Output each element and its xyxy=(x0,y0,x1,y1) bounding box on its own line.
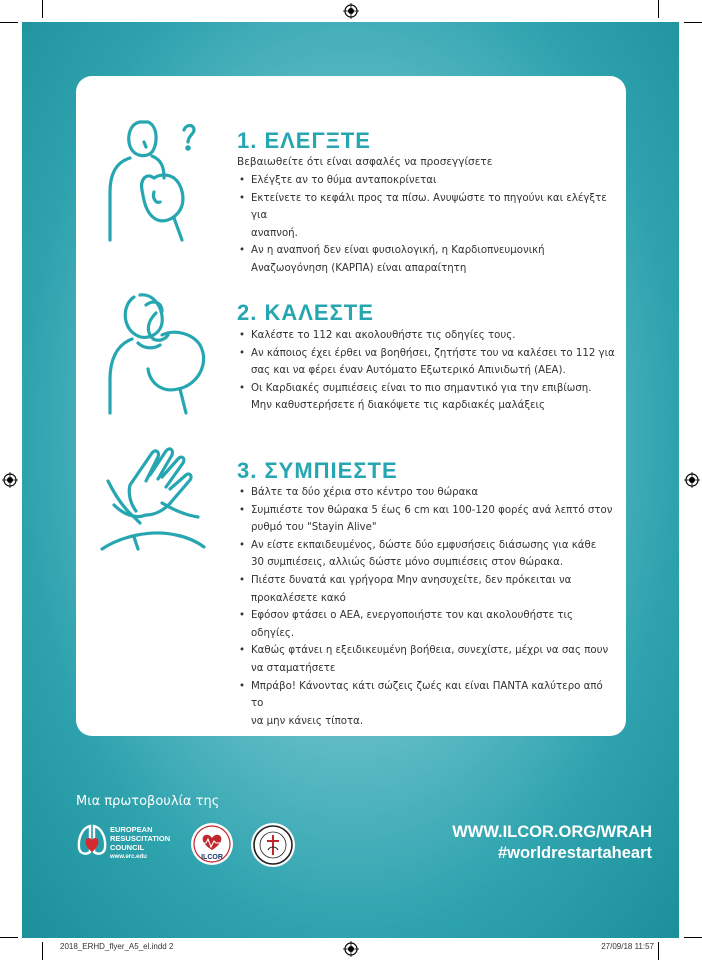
date-slug: 27/09/18 11:57 xyxy=(601,942,654,951)
list-item: • Συμπιέστε τον θώρακα 5 έως 6 cm και 100-120 φορές ανά λεπτό στον ρυθμό του "Stayin Alive" xyxy=(237,502,617,537)
crop-mark xyxy=(658,0,659,18)
registration-mark-icon xyxy=(343,941,359,957)
crop-mark xyxy=(684,937,702,938)
list-item: • Οι Καρδιακές συμπιέσεις είναι το πιο σημαντικό για την επιβίωση. Μην καθυστερήσετε ή διακόψετε τις καρδιακές μαλάξεις xyxy=(237,380,617,415)
section-3-list xyxy=(237,484,617,730)
crop-mark xyxy=(42,942,43,960)
list-item: • Εφόσον φτάσει ο ΑΕΑ, ενεργοποιήστε τον και ακολουθήστε τις οδηγίες. xyxy=(237,607,617,642)
list-item: • Αν είστε εκπαιδευμένος, δώστε δύο εμφυσήσεις διάσωσης για κάθε 30 συμπιέσεις, αλλιώς δώστε μόνο συμπιέσεις στον θώρακα. xyxy=(237,537,617,572)
association-seal-icon xyxy=(250,822,296,868)
list-item: • Πιέστε δυνατά και γρήγορα Μην ανησυχείτε, δεν πρόκειται να προκαλέσετε κακό xyxy=(237,572,617,607)
list-item: • Μπράβο! Κάνοντας κάτι σώζεις ζωές και είναι ΠΑΝΤΑ καλύτερο από το να μην κάνεις τίποτα. xyxy=(237,678,617,731)
erc-logo-text: EUROPEAN RESUSCITATION COUNCIL www.erc.edu xyxy=(110,825,171,860)
registration-mark-icon xyxy=(2,472,18,488)
initiative-label: Μια πρωτοβουλία της xyxy=(76,794,220,809)
erc-lungs-heart-logo-icon xyxy=(76,822,108,858)
list-item: • Εκτείνετε το κεφάλι προς τα πίσω. Ανυψώστε το πηγούνι και ελέγξτε για αναπνοή. xyxy=(237,190,617,243)
list-item: • Ελέγξτε αν το θύμα ανταποκρίνεται xyxy=(237,172,617,190)
hashtag: #worldrestartaheart xyxy=(497,844,652,862)
section-2-list xyxy=(237,327,617,415)
list-item: • Αν κάποιος έχει έρθει να βοηθήσει, ζητήστε του να καλέσει το 112 για σας και να φέρει έναν Αυτόματο Εξωτερικό Απινιδωτή (ΑΕΑ). xyxy=(237,345,617,380)
ilcor-logo-icon xyxy=(190,822,234,866)
section-1-lead: Βεβαιωθείτε ότι είναι ασφαλές να προσεγγίσετε xyxy=(237,156,493,168)
crop-mark xyxy=(42,0,43,18)
crop-mark xyxy=(684,22,702,23)
section-1-list xyxy=(237,172,617,278)
crop-mark xyxy=(0,22,18,23)
website-link[interactable]: WWW.ILCOR.ORG/WRAH xyxy=(452,823,652,841)
check-victim-icon xyxy=(102,112,202,244)
file-slug: 2018_ERHD_flyer_A5_el.indd 2 xyxy=(60,942,174,951)
crop-mark xyxy=(658,942,659,960)
ilcor-logo-label: ILCOR xyxy=(201,854,223,861)
section-2-title: 2. ΚΑΛΕΣΤΕ xyxy=(237,300,374,325)
section-3-title: 3. ΣΥΜΠΙΕΣΤΕ xyxy=(237,458,398,483)
phone-call-icon xyxy=(102,283,212,415)
crop-mark xyxy=(0,937,18,938)
chest-compression-icon xyxy=(100,445,210,563)
registration-mark-icon xyxy=(343,3,359,19)
list-item: • Καλέστε το 112 και ακολουθήστε τις οδηγίες τους. xyxy=(237,327,617,345)
website-block xyxy=(452,822,652,864)
list-item: • Βάλτε τα δύο χέρια στο κέντρο του θώρακα xyxy=(237,484,617,502)
list-item: • Αν η αναπνοή δεν είναι φυσιολογική, η Καρδιοπνευμονική Αναζωογόνηση (ΚΑΡΠΑ) είναι απαραίτητη xyxy=(237,242,617,277)
list-item: • Καθώς φτάνει η εξειδικευμένη βοήθεια, συνεχίστε, μέχρι να σας πουν να σταματήσετε xyxy=(237,642,617,677)
section-1-title: 1. ΕΛΕΓΞΤΕ xyxy=(237,128,371,153)
registration-mark-icon xyxy=(684,472,700,488)
